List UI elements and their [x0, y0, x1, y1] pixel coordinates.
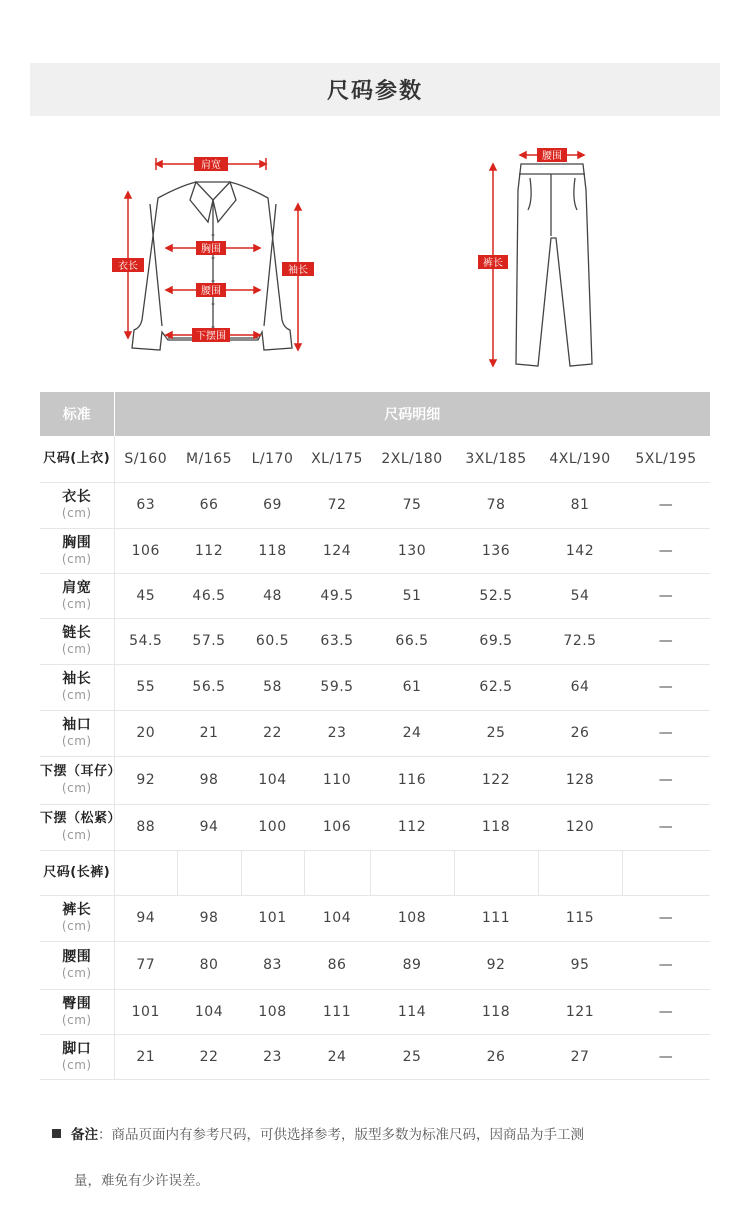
table-cell: 120 — [538, 804, 622, 850]
empty-cell — [370, 850, 454, 895]
header-standard: 标准 — [40, 392, 114, 436]
table-cell: 94 — [114, 895, 177, 941]
row-unit: (cm) — [61, 551, 92, 566]
table-row — [40, 528, 710, 573]
length-label: 衣长 — [118, 261, 138, 272]
row-label-text: 臀围 — [62, 995, 92, 1012]
table-cell: 49.5 — [304, 573, 370, 618]
table-row — [40, 756, 710, 804]
size-cell: 4XL/190 — [538, 436, 622, 482]
sleeve-label: 袖长 — [288, 265, 308, 276]
row-label-text: 链长 — [62, 625, 92, 641]
shirt-illustration — [132, 182, 292, 350]
table-cell: 24 — [370, 710, 454, 756]
row-label — [40, 756, 122, 804]
table-cell: 45 — [114, 573, 177, 618]
table-cell: 23 — [304, 710, 370, 756]
table-cell: — — [622, 804, 710, 850]
row-label-text: 衣长 — [62, 489, 92, 505]
row-unit: (cm) — [61, 1012, 92, 1027]
size-cell: XL/175 — [304, 436, 370, 482]
empty-cell — [304, 850, 370, 895]
table-cell: 22 — [177, 1034, 241, 1079]
row-label — [40, 482, 114, 528]
row-label-text: 腰围 — [62, 949, 92, 965]
table-cell: 60.5 — [241, 618, 304, 664]
table-cell: 114 — [370, 989, 454, 1034]
empty-cell — [454, 850, 538, 895]
table-cell: 116 — [370, 756, 454, 804]
row-unit: (cm) — [61, 734, 92, 748]
table-cell: 23 — [241, 1034, 304, 1079]
note — [52, 1112, 722, 1204]
hem-label: 下摆围 — [196, 331, 226, 342]
row-label — [40, 895, 114, 941]
row-unit: (cm) — [61, 966, 92, 980]
table-row — [40, 804, 710, 850]
table-row — [40, 573, 710, 618]
pants-row-label: 尺码(长裤) — [40, 850, 114, 895]
pants-waist-label: 腰围 — [542, 151, 562, 162]
table-header-row — [40, 392, 710, 436]
pants-illustration — [516, 164, 592, 366]
table-cell: 112 — [370, 804, 454, 850]
row-label-text: 袖口 — [62, 717, 92, 733]
table-cell: 72 — [304, 482, 370, 528]
table-cell: 118 — [454, 989, 538, 1034]
table-cell: 21 — [114, 1034, 177, 1079]
table-cell: 55 — [114, 664, 177, 710]
table-cell: 25 — [370, 1034, 454, 1079]
table-cell: 80 — [177, 941, 241, 989]
table-row — [40, 941, 710, 989]
table-cell: 88 — [114, 804, 177, 850]
table-cell: 86 — [304, 941, 370, 989]
table-cell: 56.5 — [177, 664, 241, 710]
table-cell: — — [622, 756, 710, 804]
size-cell: M/165 — [177, 436, 241, 482]
row-label — [40, 989, 114, 1034]
table-cell: 21 — [177, 710, 241, 756]
table-row — [40, 989, 710, 1034]
row-unit: (cm) — [61, 1057, 92, 1072]
table-cell: 104 — [304, 895, 370, 941]
table-body — [40, 436, 710, 1079]
pants-size-row — [40, 850, 710, 895]
table-cell: 142 — [538, 528, 622, 573]
table-cell: 62.5 — [454, 664, 538, 710]
note-bullet-icon — [52, 1129, 61, 1138]
empty-cell — [538, 850, 622, 895]
table-cell: 64 — [538, 664, 622, 710]
table-row — [40, 1034, 710, 1079]
table-cell: 111 — [304, 989, 370, 1034]
table-cell: 101 — [241, 895, 304, 941]
row-unit: (cm) — [61, 919, 92, 933]
note-text-2: 量，难免有少许误差。 — [74, 1173, 209, 1189]
table-cell: 69.5 — [454, 618, 538, 664]
table-row — [40, 664, 710, 710]
table-cell: 112 — [177, 528, 241, 573]
table-cell: 130 — [370, 528, 454, 573]
table-cell: 94 — [177, 804, 241, 850]
table-cell: — — [622, 989, 710, 1034]
row-label-text: 胸围 — [62, 534, 92, 551]
table-cell: 98 — [177, 756, 241, 804]
table-cell: 124 — [304, 528, 370, 573]
table-cell: 27 — [538, 1034, 622, 1079]
table-cell: 66 — [177, 482, 241, 528]
table-cell: 118 — [241, 528, 304, 573]
table-cell: 100 — [241, 804, 304, 850]
table-cell: 22 — [241, 710, 304, 756]
table-cell: 61 — [370, 664, 454, 710]
empty-cell — [114, 850, 177, 895]
empty-cell — [241, 850, 304, 895]
table-cell: 20 — [114, 710, 177, 756]
table-cell: 63.5 — [304, 618, 370, 664]
row-label — [40, 1034, 114, 1079]
table-row — [40, 618, 710, 664]
row-label — [40, 804, 122, 850]
size-cell: L/170 — [241, 436, 304, 482]
table-cell: 115 — [538, 895, 622, 941]
row-unit: (cm) — [61, 781, 92, 795]
table-cell: 54.5 — [114, 618, 177, 664]
table-cell: 77 — [114, 941, 177, 989]
table-row — [40, 895, 710, 941]
row-label — [40, 528, 114, 573]
table-cell: 128 — [538, 756, 622, 804]
table-cell: 63 — [114, 482, 177, 528]
table-cell: — — [622, 1034, 710, 1079]
size-row-label: 尺码(上衣) — [40, 436, 114, 482]
row-label-text: 袖长 — [62, 671, 92, 687]
chest-label: 胸围 — [201, 244, 221, 255]
header-detail: 尺码明细 — [114, 392, 710, 436]
row-label-text: 下摆（松紧） — [40, 811, 122, 826]
row-label — [40, 941, 114, 989]
row-label — [40, 664, 114, 710]
row-label — [40, 710, 114, 756]
table-cell: 108 — [370, 895, 454, 941]
row-label — [40, 573, 114, 618]
table-cell: — — [622, 482, 710, 528]
size-diagram — [0, 130, 750, 380]
table-cell: 106 — [304, 804, 370, 850]
row-unit: (cm) — [61, 828, 92, 842]
waist-label: 腰围 — [201, 286, 221, 297]
table-cell: 92 — [114, 756, 177, 804]
table-cell: 48 — [241, 573, 304, 618]
row-label-text: 肩宽 — [62, 579, 92, 596]
table-cell: 52.5 — [454, 573, 538, 618]
table-cell: 136 — [454, 528, 538, 573]
table-cell: — — [622, 528, 710, 573]
table-cell: 66.5 — [370, 618, 454, 664]
page-title: 尺码参数 — [326, 79, 423, 104]
size-cell: 2XL/180 — [370, 436, 454, 482]
empty-cell — [622, 850, 710, 895]
row-label-text: 下摆（耳仔） — [40, 764, 122, 779]
row-unit: (cm) — [61, 506, 92, 520]
table-cell: 89 — [370, 941, 454, 989]
note-label: 备注 — [71, 1127, 98, 1143]
table-cell: 54 — [538, 573, 622, 618]
size-row — [40, 436, 710, 482]
table-cell: 111 — [454, 895, 538, 941]
table-cell: 46.5 — [177, 573, 241, 618]
table-cell: 25 — [454, 710, 538, 756]
table-cell: 92 — [454, 941, 538, 989]
table-row — [40, 710, 710, 756]
table-cell: 51 — [370, 573, 454, 618]
table-cell: 101 — [114, 989, 177, 1034]
table-cell: 118 — [454, 804, 538, 850]
table-cell: 104 — [177, 989, 241, 1034]
size-cell: S/160 — [114, 436, 177, 482]
row-unit: (cm) — [61, 596, 92, 611]
table-cell: 26 — [454, 1034, 538, 1079]
table-cell: 57.5 — [177, 618, 241, 664]
row-label — [40, 618, 114, 664]
row-unit: (cm) — [61, 642, 92, 656]
row-unit: (cm) — [61, 688, 92, 702]
table-cell: — — [622, 573, 710, 618]
row-label-text: 裤长 — [62, 902, 92, 918]
size-cell: 5XL/195 — [622, 436, 710, 482]
table-cell: — — [622, 618, 710, 664]
table-cell: 98 — [177, 895, 241, 941]
table-cell: 121 — [538, 989, 622, 1034]
table-cell: 110 — [304, 756, 370, 804]
table-cell: — — [622, 895, 710, 941]
table-row — [40, 482, 710, 528]
table-cell: 26 — [538, 710, 622, 756]
table-cell: — — [622, 941, 710, 989]
table-cell: 122 — [454, 756, 538, 804]
table-cell: 104 — [241, 756, 304, 804]
table-cell: 81 — [538, 482, 622, 528]
table-cell: 75 — [370, 482, 454, 528]
table-cell: — — [622, 710, 710, 756]
table-cell: 72.5 — [538, 618, 622, 664]
title-bar — [30, 63, 720, 116]
table-cell: 58 — [241, 664, 304, 710]
size-table — [40, 392, 710, 1080]
table-cell: 24 — [304, 1034, 370, 1079]
table-cell: 78 — [454, 482, 538, 528]
table-cell: 108 — [241, 989, 304, 1034]
pants-length-label: 裤长 — [483, 258, 503, 269]
table-cell: 106 — [114, 528, 177, 573]
size-cell: 3XL/185 — [454, 436, 538, 482]
table-cell: 59.5 — [304, 664, 370, 710]
empty-cell — [177, 850, 241, 895]
table-cell: — — [622, 664, 710, 710]
note-text-1: ：商品页面内有参考尺码，可供选择参考，版型多数为标准尺码，因商品为手工测 — [98, 1127, 584, 1143]
row-label-text: 脚口 — [62, 1040, 92, 1057]
table-cell: 83 — [241, 941, 304, 989]
table-cell: 95 — [538, 941, 622, 989]
table-cell: 69 — [241, 482, 304, 528]
shoulder-label: 肩宽 — [201, 160, 221, 171]
